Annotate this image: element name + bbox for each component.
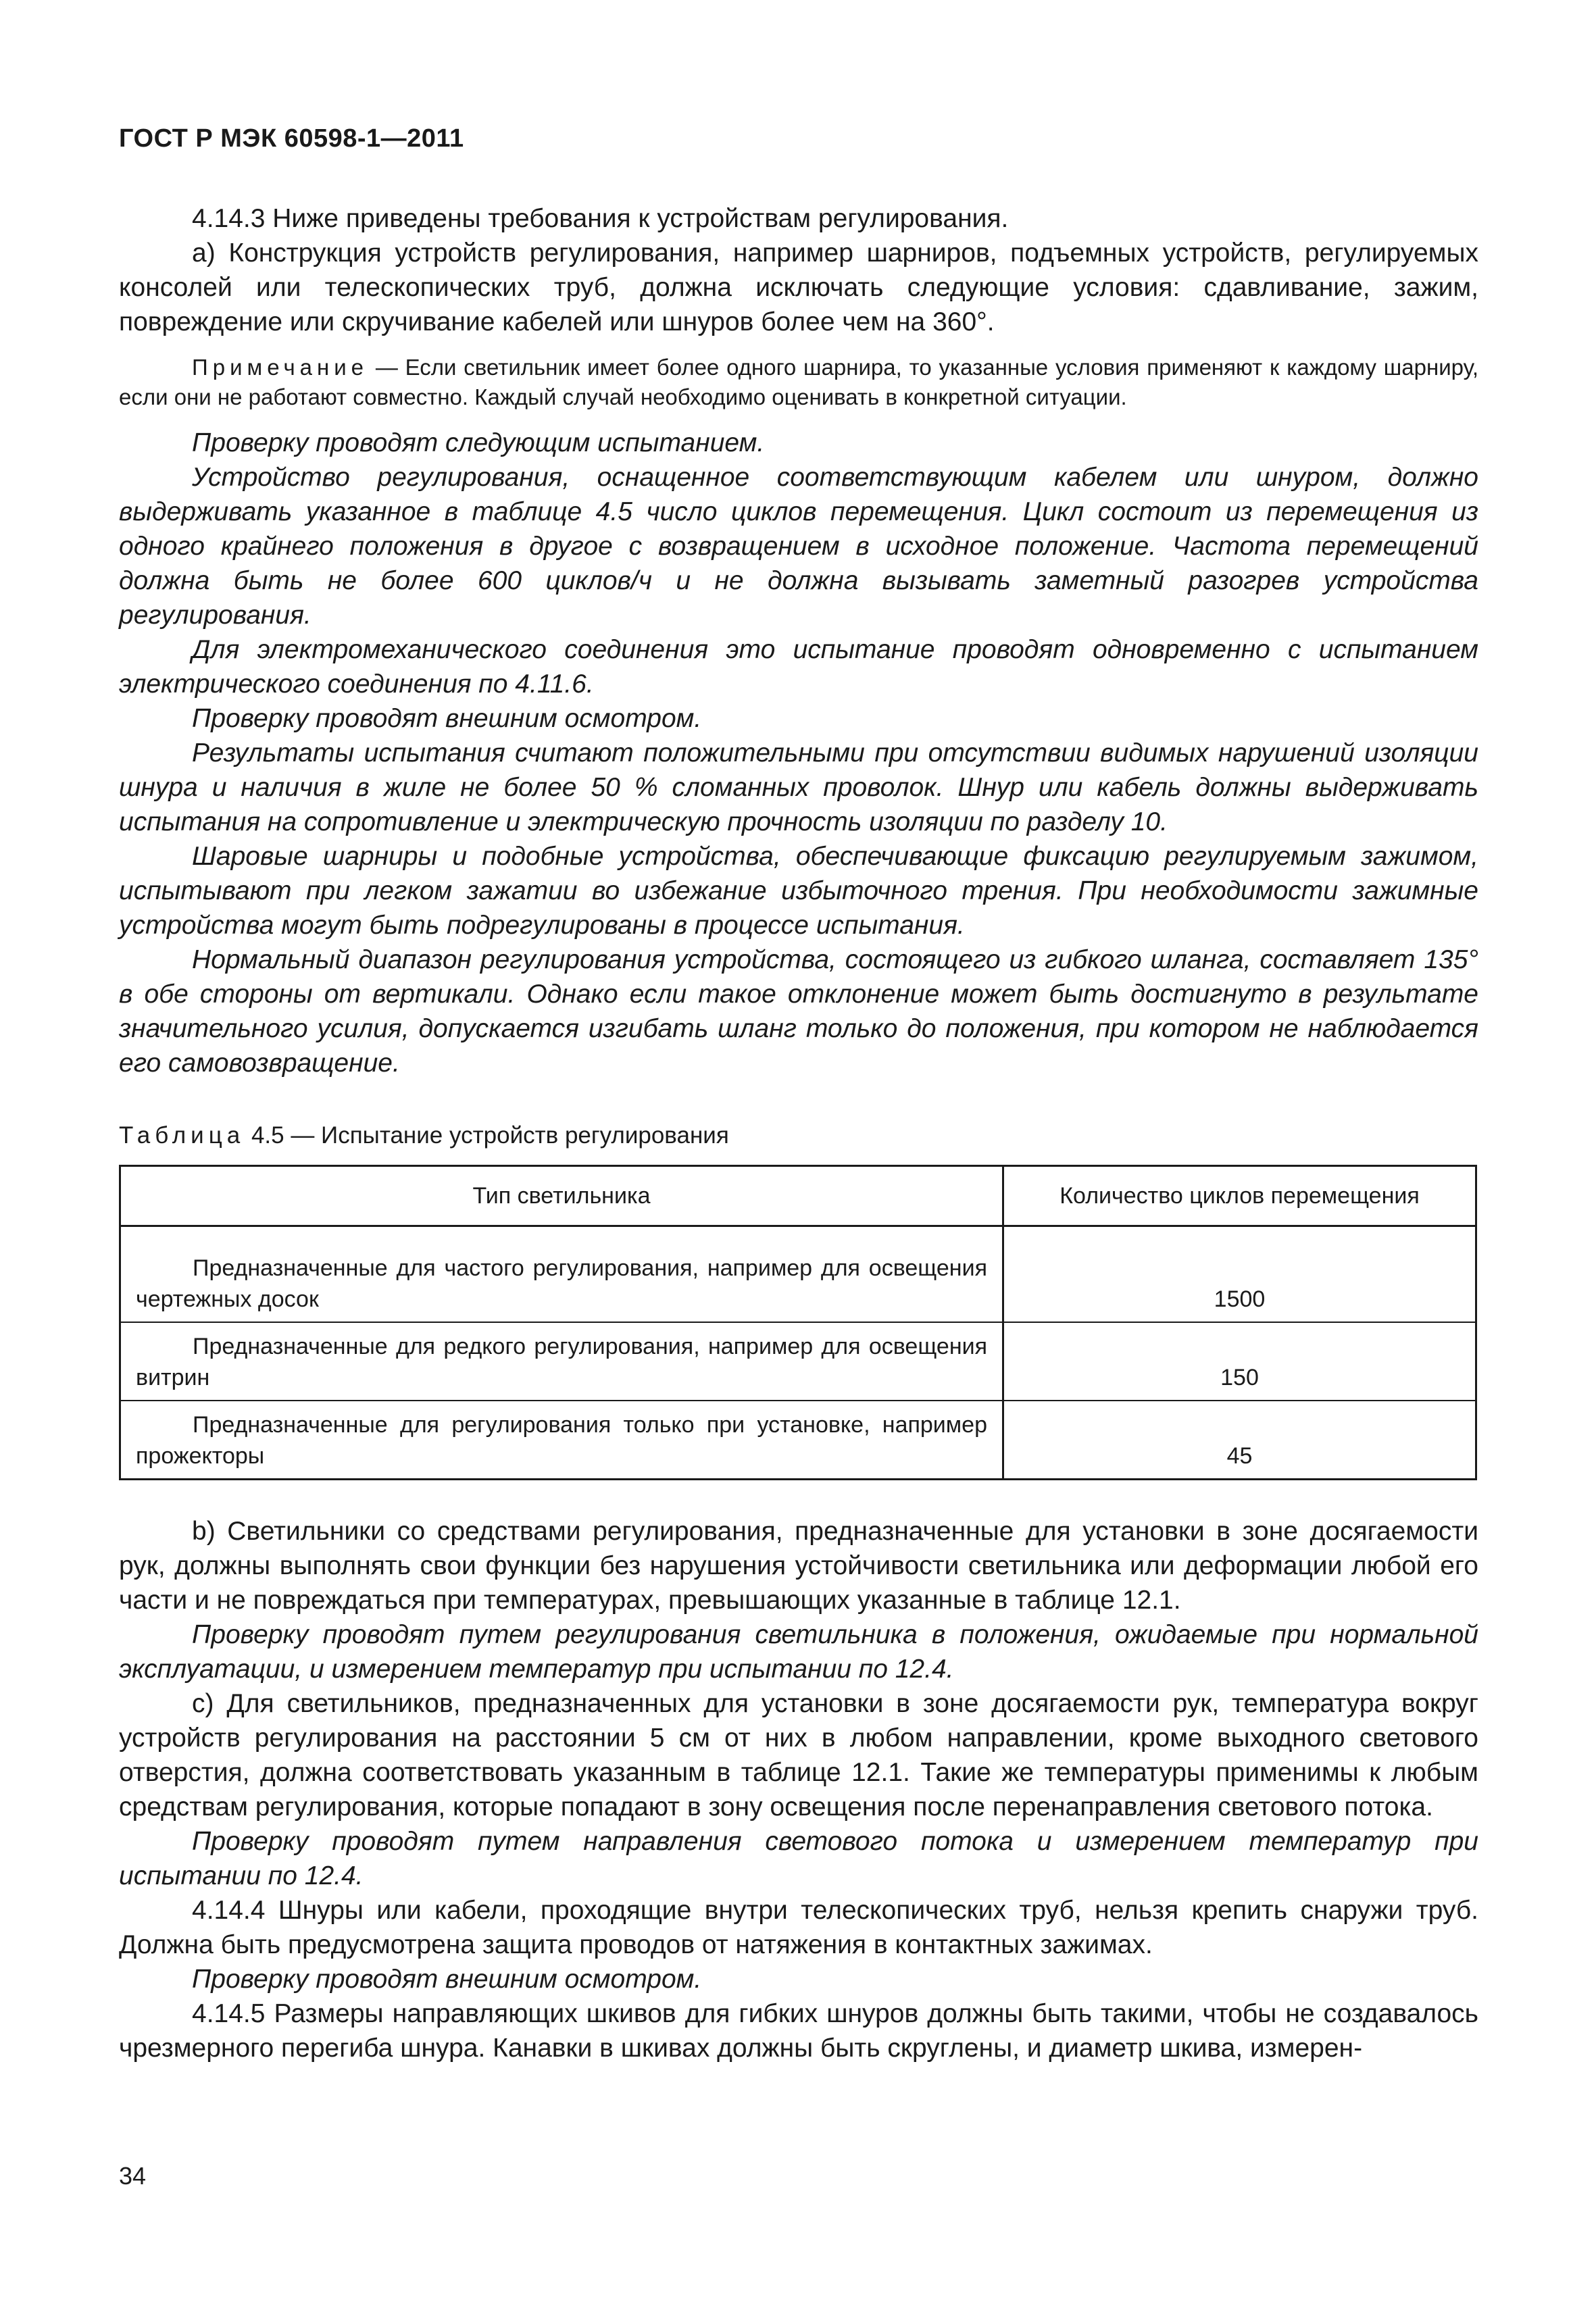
column-header-type: Тип светильника <box>120 1166 1003 1226</box>
table-caption-label: Таблица <box>119 1122 245 1149</box>
item-b-test: Проверку проводят путем регулирования светильника в положения, ожидаемые при нормальной эксплуатации, и измерением температур при испытании по 12.4. <box>119 1620 1478 1684</box>
standard-header: ГОСТ Р МЭК 60598-1—2011 <box>119 124 464 153</box>
page-number: 34 <box>119 2162 147 2190</box>
item-c-test: Проверку проводят путем направления светового потока и измерением температур при испытании по 12.4. <box>119 1827 1478 1890</box>
note <box>119 353 1478 412</box>
table-cell-type: Предназначенные для частого регулирования, например для освещения чертежных досок <box>120 1226 1003 1323</box>
table-cell-type: Предназначенные для регулирования только при установке, например прожекторы <box>120 1401 1003 1480</box>
table-header-row <box>120 1166 1476 1226</box>
table-cell-count: 1500 <box>1003 1226 1476 1323</box>
item-b: b) Светильники со средствами регулирования, предназначенные для установки в зоне досягаемости рук, должны выполнять свои функции без нарушения устойчивости светильника или деформации любой его части и не повреждаться при температурах, превышающих указанные в таблице 12.1. <box>119 1517 1478 1615</box>
note-text: — Если светильник имеет более одного шарнира, то указанные условия применяют к каждому шарниру, если они не работают совместно. Каждый случай необходимо оценивать в конкретной ситуации. <box>119 355 1478 409</box>
table-cell-count: 150 <box>1003 1322 1476 1401</box>
test-results: Результаты испытания считают положительными при отсутствии видимых нарушений изоляции шнура и наличия в жиле не более 50 % сломанных проволок. Шнур или кабель должны выдерживать испытания на сопротивление и электрическую прочность изоляции по разделу 10. <box>119 738 1478 836</box>
item-c: c) Для светильников, предназначенных для установки в зоне досягаемости рук, температура вокруг устройств регулирования на расстоянии 5 см от них в любом направлении, кроме выходного светового отверстия, должна соответствовать указанным в таблице 12.1. Такие же температуры применимы к любым средствам регулирования, которые попадают в зону освещения после перенаправления светового потока. <box>119 1689 1478 1821</box>
table-row <box>120 1401 1476 1480</box>
test-ball-joints: Шаровые шарниры и подобные устройства, обеспечивающие фиксацию регулируемым зажимом, испытывают при легком зажатии во избежание избыточного трения. При необходимости зажимные устройства могут быть подрегулированы в процессе испытания. <box>119 842 1478 940</box>
test-visual: Проверку проводят внешним осмотром. <box>192 704 702 733</box>
clause-4-14-4-test: Проверку проводят внешним осмотром. <box>192 1965 702 1994</box>
table-4-5 <box>119 1165 1477 1480</box>
clause-4-14-5: 4.14.5 Размеры направляющих шкивов для гибких шнуров должны быть такими, чтобы не создавалось чрезмерного перегиба шнура. Канавки в шкивах должны быть скруглены, и диаметр шкива, измерен- <box>119 1999 1478 2063</box>
note-label: Примечание <box>192 355 369 380</box>
test-cycles: Устройство регулирования, оснащенное соответствующим кабелем или шнуром, должно выдерживать указанное в таблице 4.5 число циклов перемещения. Цикл состоит из перемещения из одного крайнего положения в другое с возвращением в исходное положение. Частота перемещений должна быть не более 600 циклов/ч и не должна вызывать заметный разогрев устройства регулирования. <box>119 463 1478 630</box>
clause-4-14-4: 4.14.4 Шнуры или кабели, проходящие внутри телескопических труб, нельзя крепить снаружи труб. Должна быть предусмотрена защита проводов от натяжения в контактных зажимах. <box>119 1896 1478 1959</box>
table-row <box>120 1226 1476 1323</box>
table-caption-text: 4.5 — Испытание устройств регулирования <box>245 1122 729 1149</box>
table-row <box>120 1322 1476 1401</box>
item-a: a) Конструкция устройств регулирования, например шарниров, подъемных устройств, регулируемых консолей или телескопических труб, должна исключать следующие условия: сдавливание, зажим, повреждение или скручивание кабелей или шнуров более чем на 360°. <box>119 238 1478 336</box>
test-flexible-hose: Нормальный диапазон регулирования устройства, состоящего из гибкого шланга, составляет 135° в обе стороны от вертикали. Однако если такое отклонение может быть достигнуто в результате значительного усилия, допускается изгибать шланг только до положения, при котором не наблюдается его самовозвращение. <box>119 945 1478 1078</box>
test-intro: Проверку проводят следующим испытанием. <box>192 428 765 457</box>
table-cell-count: 45 <box>1003 1401 1476 1480</box>
page-content <box>119 201 1478 2065</box>
table-cell-type: Предназначенные для редкого регулирования, например для освещения витрин <box>120 1322 1003 1401</box>
table-caption <box>119 1118 1478 1153</box>
column-header-count: Количество циклов перемещения <box>1003 1166 1476 1226</box>
clause-4-14-3: 4.14.3 Ниже приведены требования к устройствам регулирования. <box>192 204 1009 233</box>
test-electromechanical: Для электромеханического соединения это испытание проводят одновременно с испытанием электрического соединения по 4.11.6. <box>119 635 1478 699</box>
